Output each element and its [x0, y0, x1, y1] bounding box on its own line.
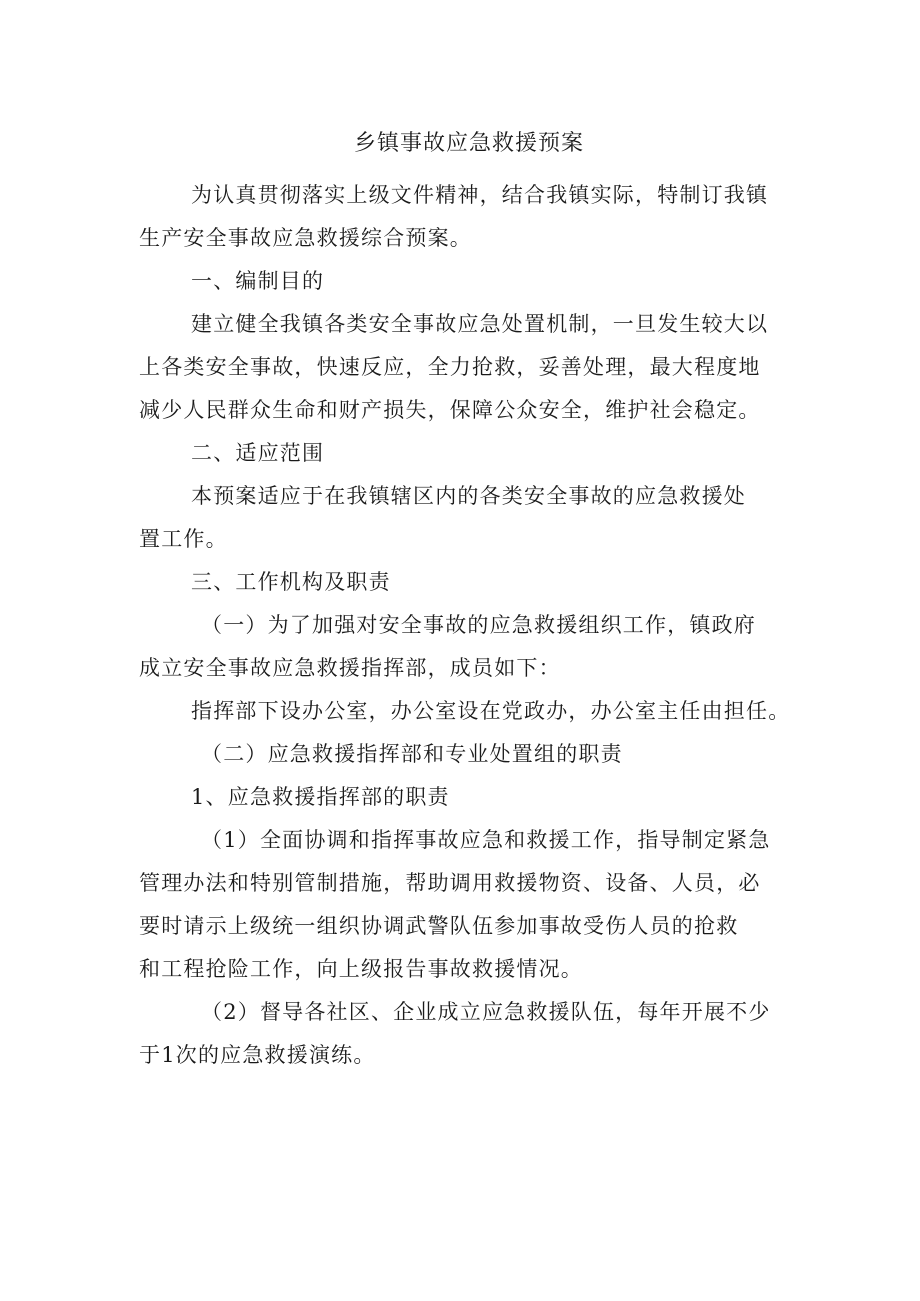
text-line: 上各类安全事故，快速反应，全力抢救，妥善处理，最大程度地: [139, 355, 761, 379]
text-line: （1）全面协调和指挥事故应急和救援工作，指导制定紧急: [201, 828, 771, 852]
section-heading-scope: [139, 432, 799, 475]
text-line: （2）督导各社区、企业成立应急救援队伍，每年开展不少: [201, 1000, 771, 1024]
text-line: （二）应急救援指挥部和专业处置组的职责: [201, 742, 623, 766]
text-line: 置工作。: [139, 527, 228, 551]
duty-item-1: [139, 819, 799, 991]
purpose-paragraph: [139, 303, 799, 432]
organization-paragraph-1: [139, 604, 799, 690]
text-line: 于1次的应急救援演练。: [139, 1043, 376, 1067]
text-line: 减少人民群众生命和财产损失，保障公众安全，维护社会稳定。: [139, 398, 761, 422]
text-line: （一）为了加强对安全事故的应急救援组织工作，镇政府: [201, 613, 756, 637]
text-line: 要时请示上级统一组织协调武警队伍参加事故受伤人员的抢救: [139, 914, 739, 938]
text-line: 建立健全我镇各类安全事故应急处置机制，一旦发生较大以: [191, 312, 769, 336]
scope-paragraph: [139, 475, 799, 561]
text-line: 本预案适应于在我镇辖区内的各类安全事故的应急救援处: [191, 484, 746, 508]
intro-paragraph: [139, 174, 799, 260]
text-line: 为认真贯彻落实上级文件精神，结合我镇实际，特制订我镇: [191, 183, 769, 207]
office-paragraph: [139, 690, 799, 733]
subsection-heading-duties: [139, 733, 799, 776]
document-body: [139, 118, 799, 1077]
text-line: 成立安全事故应急救援指挥部，成员如下：: [139, 656, 561, 680]
item-heading-command-duties: [139, 776, 799, 819]
text-line: 和工程抢险工作，向上级报告事故救援情况。: [139, 957, 583, 981]
duty-item-2: [139, 991, 799, 1077]
text-line: 二、适应范围: [191, 441, 325, 465]
text-line: 生产安全事故应急救援综合预案。: [139, 226, 472, 250]
text-line: 管理办法和特别管制措施，帮助调用救援物资、设备、人员，必: [139, 871, 761, 895]
section-heading-organization: [139, 561, 799, 604]
text-line: 一、编制目的: [191, 269, 325, 293]
text-line: 三、工作机构及职责: [191, 570, 391, 594]
document-title: 乡镇事故应急救援预案: [353, 131, 584, 156]
text-line: 指挥部下设办公室，办公室设在党政办，办公室主任由担任。: [191, 699, 791, 723]
section-heading-purpose: [139, 260, 799, 303]
text-line: 1、应急救援指挥部的职责: [191, 785, 450, 809]
